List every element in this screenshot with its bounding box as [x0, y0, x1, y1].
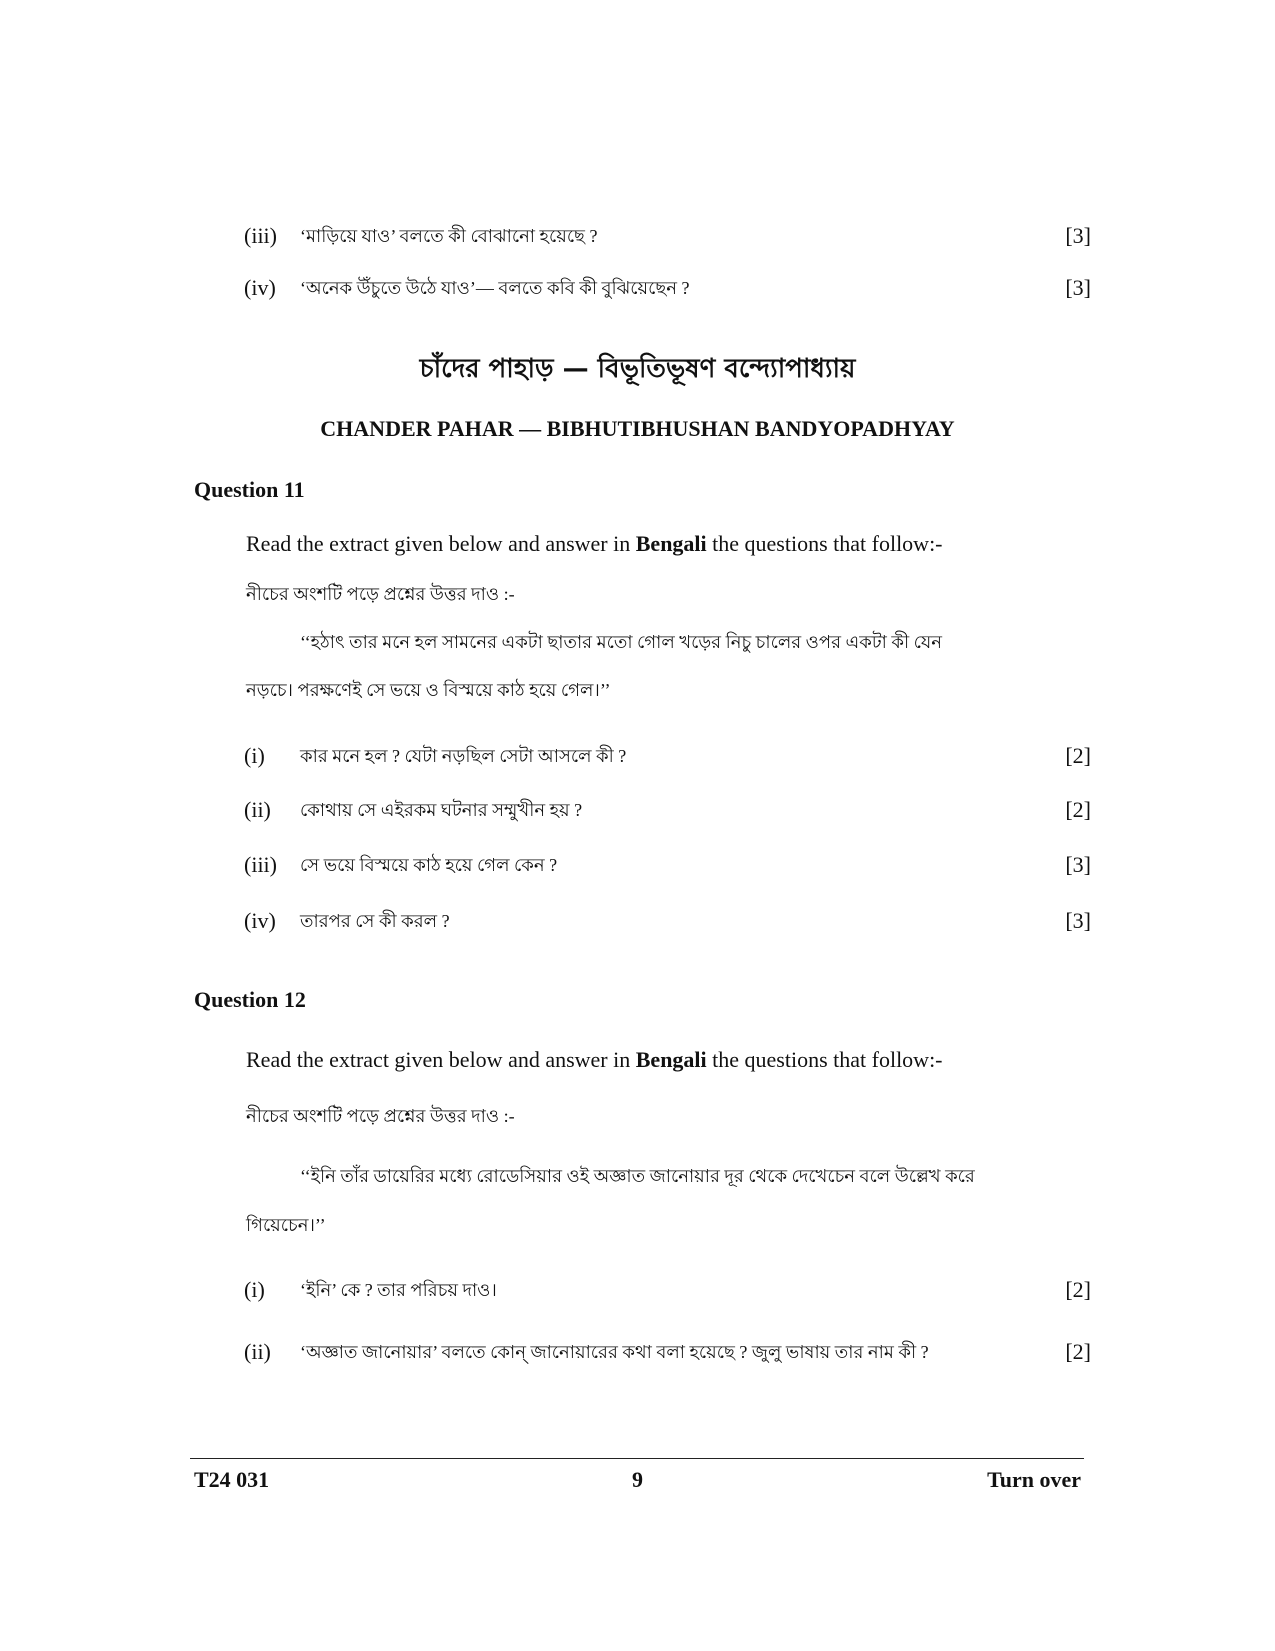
question-12-extract-line-1: ‘‘ইনি তাঁর ডায়েরির মধ্যে রোডেসিয়ার ওই অজ্ঞাত জানোয়ার দূর থেকে দেখেচেন বলে উল্লেখ করে: [300, 1166, 975, 1186]
question-number: (i): [244, 743, 265, 768]
question-marks: [3]: [1065, 223, 1091, 248]
question-text: ‘অনেক উঁচুতে উঠে যাও’— বলতে কবি কী বুঝিয়েছেন ?: [300, 278, 690, 298]
question-text: সে ভয়ে বিস্ময়ে কাঠ হয়ে গেল কেন ?: [300, 855, 558, 875]
question-marks: [3]: [1065, 908, 1091, 933]
question-number: (iv): [244, 275, 276, 300]
question-number: (i): [244, 1277, 265, 1302]
section-title-bengali: চাঁদের পাহাড় — বিভূতিভূষণ বন্দ্যোপাধ্যায়: [419, 354, 856, 384]
question-marks: [2]: [1065, 743, 1091, 768]
question-11-heading: Question 11: [194, 477, 305, 502]
question-number: (ii): [244, 1339, 271, 1364]
turn-over-label: Turn over: [987, 1467, 1081, 1492]
question-marks: [2]: [1065, 1339, 1091, 1364]
question-12-heading: Question 12: [194, 987, 306, 1012]
question-text: কোথায় সে এইরকম ঘটনার সম্মুখীন হয় ?: [300, 800, 583, 820]
paper-code: T24 031: [194, 1467, 270, 1492]
page-number: 9: [632, 1467, 643, 1492]
footer-divider: [190, 1458, 1084, 1459]
question-11-extract-line-1: ‘‘হঠাৎ তার মনে হল সামনের একটা ছাতার মতো গোল খড়ের নিচু চালের ওপর একটা কী যেন: [300, 632, 943, 652]
question-11-instruction-bengali: নীচের অংশটি পড়ে প্রশ্নের উত্তর দাও :-: [246, 584, 515, 604]
question-text: কার মনে হল ? যেটা নড়ছিল সেটা আসলে কী ?: [300, 746, 627, 766]
question-marks: [2]: [1065, 1277, 1091, 1302]
question-12-instruction: Read the extract given below and answer in Bengali the questions that follow:-: [246, 1047, 943, 1072]
question-number: (iv): [244, 908, 276, 933]
question-marks: [3]: [1065, 275, 1091, 300]
question-11-instruction: Read the extract given below and answer in Bengali the questions that follow:-: [246, 531, 943, 556]
question-text: ‘অজ্ঞাত জানোয়ার’ বলতে কোন্ জানোয়ারের কথা বলা হয়েছে ? জুলু ভাষায় তার নাম কী ?: [300, 1342, 929, 1362]
question-number: (ii): [244, 797, 271, 822]
question-text: ‘ইনি’ কে ? তার পরিচয় দাও।: [300, 1280, 497, 1300]
question-text: তারপর সে কী করল ?: [300, 911, 450, 931]
section-title-english: CHANDER PAHAR — BIBHUTIBHUSHAN BANDYOPADHYAY: [320, 416, 955, 441]
question-12-instruction-bengali: নীচের অংশটি পড়ে প্রশ্নের উত্তর দাও :-: [246, 1106, 515, 1126]
question-12-extract-line-2: গিয়েচেন।’’: [246, 1215, 326, 1235]
question-marks: [2]: [1065, 797, 1091, 822]
question-marks: [3]: [1065, 852, 1091, 877]
question-number: (iii): [244, 223, 277, 248]
question-11-extract-line-2: নড়চে। পরক্ষণেই সে ভয়ে ও বিস্ময়ে কাঠ হয়ে গেল।’’: [246, 680, 611, 700]
question-number: (iii): [244, 852, 277, 877]
question-text: ‘মাড়িয়ে যাও’ বলতে কী বোঝানো হয়েছে ?: [300, 226, 598, 246]
